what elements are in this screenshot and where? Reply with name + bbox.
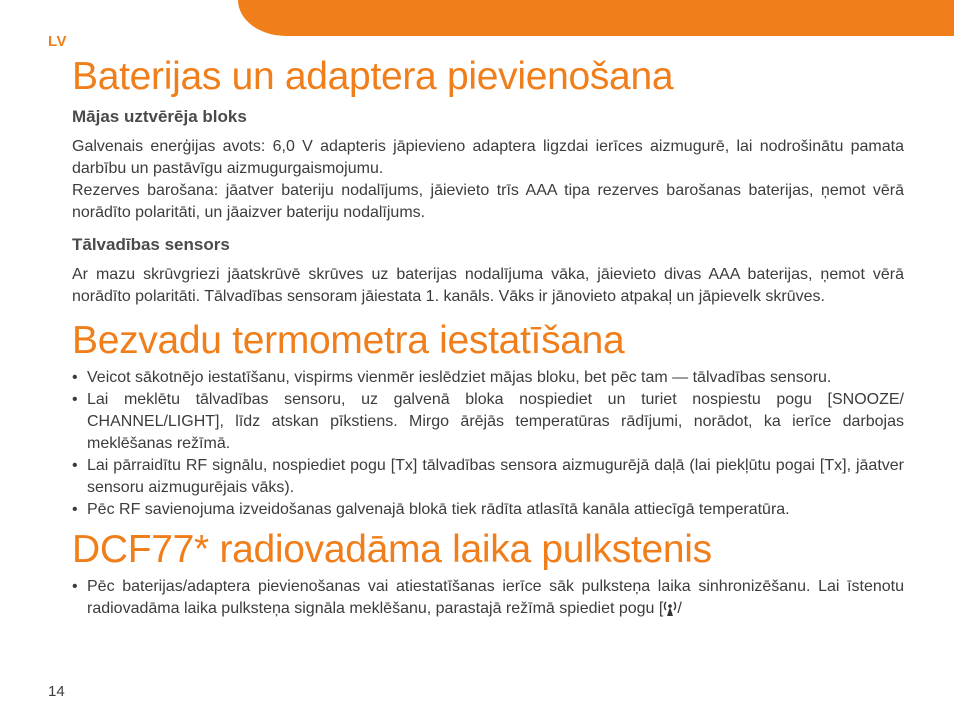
paragraph-backup-power: Rezerves barošana: jāatver bateriju nodalījums, jāievieto trīs AAA tipa rezerves barošanas baterijas, ņemot vērā norādīto polaritāti, un jāaizver bateriju nodalījums. [72, 182, 904, 221]
section-title-wireless-thermometer: Bezvadu termometra iestatīšana [72, 319, 625, 362]
radio-tower-icon [663, 600, 677, 616]
list-item-text-end: / [677, 600, 682, 617]
list-item [72, 367, 904, 389]
bullet-marker: • [72, 501, 78, 518]
list-item-text: Pēc baterijas/adaptera pievienošanas vai atiestatīšanas ierīce sāk pulksteņa laika sinhronizēšanu. [87, 578, 811, 595]
language-code: LV [48, 33, 68, 50]
list-item-text-continued: Lai īstenotu radiovadāma laika pulksteņa signāla meklēšanu, parastajā režīmā spiediet pogu [ [87, 578, 905, 617]
list-item-text: Veicot sākotnējo iestatīšanu, vispirms vienmēr ieslēdziet mājas bloku, bet pēc tam — tālvadības sensoru. [87, 369, 832, 386]
bullet-marker: • [72, 391, 78, 408]
page-content [72, 54, 904, 620]
bullet-marker: • [72, 457, 78, 474]
subheading-remote-sensor: Tālvadības sensors [72, 235, 230, 254]
list-item [72, 389, 904, 455]
bullet-marker: • [72, 578, 78, 595]
list-item-text: Lai pārraidītu RF signālu, nospiediet pogu [Tx] tālvadības sensora aizmugurējā daļā (lai piekļūtu pogai [Tx], jāatver sensoru aizmugurējais vāks). [87, 457, 904, 496]
bullet-list-radio-clock [72, 576, 904, 620]
section-title-batteries: Baterijas un adaptera pievienošana [72, 55, 674, 98]
list-item-text: Lai meklētu tālvadības sensoru, uz galvenā bloka nospiediet un turiet nospiestu pogu [SNOOZE/ CHANNEL/LIGHT], līdz atskan pīkstiens. Mirgo ārējās temperatūras rādījumi, norādot, ka ierīce darbojas meklēšanas režīmā. [87, 391, 904, 452]
list-item-text: Pēc RF savienojuma izveidošanas galvenajā blokā tiek rādīta atlasītā kanāla attiecīgā temperatūra. [87, 501, 790, 518]
page-number: 14 [48, 683, 65, 700]
subheading-base-unit: Mājas uztvērēja bloks [72, 107, 247, 126]
section-title-radio-clock: DCF77* radiovadāma laika pulkstenis [72, 528, 712, 571]
paragraph-remote-sensor: Ar mazu skrūvgriezi jāatskrūvē skrūves uz baterijas nodalījuma vāka, jāievieto divas AAA baterijas, ņemot vērā norādīto polaritāti. Tālvadības sensoram jāiestata 1. kanāls. Vāks ir jānovieto atpakaļ un jāpievelk skrūves. [72, 266, 904, 305]
list-item [72, 576, 904, 620]
bullet-list-setup [72, 367, 904, 521]
header-orange-band [238, 0, 954, 36]
paragraph-main-power: Galvenais enerģijas avots: 6,0 V adapteris jāpievieno adaptera ligzdai ierīces aizmugurē, lai nodrošinātu pamata darbību un pastāvīgu aizmugurgaismojumu. [72, 138, 904, 177]
list-item [72, 499, 904, 521]
bullet-marker: • [72, 369, 78, 386]
list-item [72, 455, 904, 499]
